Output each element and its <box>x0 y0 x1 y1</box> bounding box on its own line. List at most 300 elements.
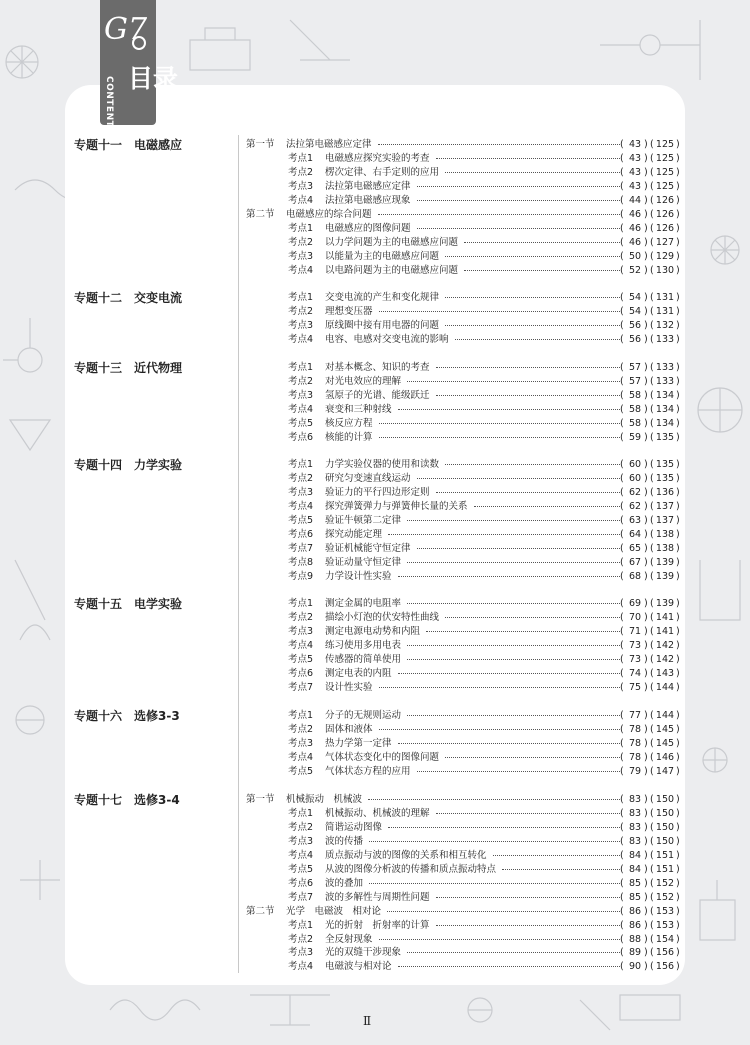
paren: ) <box>676 947 680 959</box>
paren: ( <box>620 459 624 470</box>
page-ref-book: 46 <box>628 222 642 234</box>
point-label: 考点1 <box>288 598 314 609</box>
paren: ) <box>676 389 680 401</box>
toc-entry-row[interactable] <box>246 737 678 751</box>
page-ref-book: 86 <box>628 919 642 931</box>
paren: ) <box>676 849 680 861</box>
paren: ) <box>676 863 680 875</box>
point-label: 考点2 <box>288 821 314 833</box>
dot-leader <box>398 409 620 410</box>
toc-entry-row[interactable] <box>246 403 678 417</box>
paren: ( <box>620 417 624 429</box>
paren: ) <box>676 319 680 331</box>
toc-entry-row[interactable] <box>246 611 678 625</box>
page-ref-answer: 147 <box>655 765 675 777</box>
dot-leader <box>417 200 620 201</box>
toc-section-row[interactable] <box>246 793 678 807</box>
page-ref-book: 57 <box>628 362 642 373</box>
paren: ( <box>620 236 624 248</box>
paren: ( <box>650 500 654 512</box>
point-label: 考点9 <box>288 570 314 582</box>
dot-leader <box>379 311 620 312</box>
page-ref-book: 57 <box>628 375 642 387</box>
paren: ) <box>676 152 680 164</box>
toc-entry-row[interactable] <box>246 180 678 194</box>
dot-leader <box>398 966 620 967</box>
paren: ) <box>676 710 680 721</box>
point-label: 考点1 <box>288 292 314 303</box>
entry-title: 波的叠加 <box>325 877 364 889</box>
paren: ( <box>620 821 624 833</box>
paren: ) <box>644 362 648 373</box>
toc-entry-row[interactable] <box>246 431 678 445</box>
paren: ( <box>650 681 654 693</box>
entry-title: 探究动能定理 <box>325 528 383 540</box>
toc-entry-row[interactable] <box>246 486 678 500</box>
page-ref-answer: 154 <box>655 933 675 945</box>
toc-entry-row[interactable] <box>246 960 678 974</box>
dot-leader <box>369 883 620 884</box>
toc-entry-row[interactable] <box>246 849 678 863</box>
paren: ( <box>620 667 624 679</box>
page-ref-answer: 143 <box>655 667 675 679</box>
page-ref-answer: 125 <box>655 180 675 192</box>
paren: ( <box>620 737 624 749</box>
logo-ring <box>132 36 146 50</box>
point-label: 考点1 <box>288 362 314 373</box>
page-ref-answer: 133 <box>655 362 675 373</box>
toc-entry-row[interactable] <box>246 653 678 667</box>
toc-entry-row[interactable] <box>246 333 678 347</box>
dot-leader <box>436 492 620 493</box>
page-ref-book: 68 <box>628 570 642 582</box>
page-ref-answer: 138 <box>655 542 675 554</box>
paren: ( <box>620 849 624 861</box>
page-ref-book: 67 <box>628 556 642 568</box>
paren: ) <box>676 933 680 945</box>
point-label: 考点1 <box>288 459 314 470</box>
paren: ( <box>650 166 654 178</box>
paren: ) <box>676 598 680 609</box>
dot-leader <box>417 478 620 479</box>
paren: ( <box>650 152 654 164</box>
toc-section-row[interactable] <box>246 905 678 919</box>
toc-entry-row[interactable] <box>246 305 678 319</box>
toc-entry-row[interactable] <box>246 361 678 375</box>
dot-leader <box>464 242 620 243</box>
point-label: 考点3 <box>288 486 314 498</box>
page-ref-answer: 156 <box>655 961 675 973</box>
dot-leader <box>417 186 620 187</box>
dot-leader <box>417 771 620 772</box>
paren: ( <box>620 653 624 665</box>
paren: ( <box>620 835 624 847</box>
page-ref-answer: 130 <box>655 264 675 276</box>
point-label: 考点4 <box>288 194 314 206</box>
entry-title: 验证力的平行四边形定则 <box>325 486 430 498</box>
toc-entry-row[interactable] <box>246 863 678 877</box>
paren: ) <box>644 919 648 931</box>
paren: ) <box>644 877 648 889</box>
page-ref-answer: 137 <box>655 514 675 526</box>
paren: ( <box>620 264 624 276</box>
page-ref-book: 58 <box>628 417 642 429</box>
page-ref-answer: 139 <box>655 598 675 609</box>
paren: ( <box>620 765 624 777</box>
paren: ) <box>644 208 648 220</box>
topic-heading[interactable] <box>74 596 182 612</box>
point-label: 考点2 <box>288 472 314 484</box>
paren: ( <box>650 639 654 651</box>
paren: ( <box>650 139 654 150</box>
dot-leader <box>445 757 620 758</box>
topic-heading[interactable] <box>74 457 182 473</box>
entry-title: 对基本概念、知识的考查 <box>325 362 430 373</box>
paren: ( <box>620 877 624 889</box>
topic-name: 电学实验 <box>134 597 183 611</box>
paren: ) <box>644 737 648 749</box>
entry-title: 简谐运动图像 <box>325 821 383 833</box>
toc-entry-row[interactable] <box>246 821 678 835</box>
paren: ( <box>620 194 624 206</box>
topic-number: 专题十五 <box>74 597 123 611</box>
toc-entry-row[interactable] <box>246 667 678 681</box>
dot-leader <box>445 464 620 465</box>
toc-entry-row[interactable] <box>246 528 678 542</box>
toc-entry-row[interactable] <box>246 319 678 333</box>
paren: ( <box>650 417 654 429</box>
topic-number: 专题十三 <box>74 361 123 375</box>
dot-leader <box>378 214 620 215</box>
toc-entry-row[interactable] <box>246 597 678 611</box>
page-ref-answer: 150 <box>655 835 675 847</box>
paren: ) <box>644 236 648 248</box>
paren: ( <box>620 611 624 623</box>
toc-entry-row[interactable] <box>246 933 678 947</box>
paren: ) <box>644 570 648 582</box>
entry-title: 法拉第电磁感应定律 <box>286 139 372 150</box>
paren: ) <box>676 891 680 903</box>
topic-heading[interactable] <box>74 708 180 724</box>
paren: ) <box>644 319 648 331</box>
page-ref-answer: 127 <box>655 236 675 248</box>
toc-entry-row[interactable] <box>246 946 678 960</box>
paren: ) <box>676 472 680 484</box>
dot-leader <box>445 325 620 326</box>
paren: ( <box>650 737 654 749</box>
toc-entry-row[interactable] <box>246 709 678 723</box>
toc-entry-row[interactable] <box>246 570 678 584</box>
dot-leader <box>407 603 620 604</box>
paren: ( <box>620 500 624 512</box>
section-label: 第一节 <box>246 794 275 805</box>
toc-entry-row[interactable] <box>246 375 678 389</box>
toc-entry-row[interactable] <box>246 194 678 208</box>
toc-entry-row[interactable] <box>246 250 678 264</box>
paren: ) <box>676 292 680 303</box>
toc-entry-row[interactable] <box>246 542 678 556</box>
dot-leader <box>417 548 620 549</box>
page-ref-book: 73 <box>628 653 642 665</box>
topic-heading[interactable] <box>74 290 182 306</box>
topic-name: 选修3-3 <box>134 709 180 723</box>
point-label: 考点5 <box>288 653 314 665</box>
toc-entry-row[interactable] <box>246 891 678 905</box>
paren: ( <box>650 486 654 498</box>
point-label: 考点2 <box>288 305 314 317</box>
dot-leader <box>455 339 620 340</box>
page-ref-book: 60 <box>628 459 642 470</box>
dot-leader <box>407 659 620 660</box>
paren: ( <box>650 222 654 234</box>
entry-title: 气体状态方程的应用 <box>325 765 411 777</box>
toc-entry-row[interactable] <box>246 472 678 486</box>
paren: ( <box>620 905 624 917</box>
toc-section-row[interactable] <box>246 208 678 222</box>
page-ref-book: 62 <box>628 500 642 512</box>
page-ref-answer: 135 <box>655 472 675 484</box>
dot-leader <box>417 228 620 229</box>
paren: ( <box>650 807 654 819</box>
entry-title: 法拉第电磁感应现象 <box>325 194 411 206</box>
toc-entry-row[interactable] <box>246 765 678 779</box>
page-ref-answer: 137 <box>655 500 675 512</box>
toc-entry-row[interactable] <box>246 919 678 933</box>
dot-leader <box>426 631 620 632</box>
entry-title: 机械振动、机械波的理解 <box>325 807 430 819</box>
toc-section-row[interactable] <box>246 138 678 152</box>
page-ref-book: 71 <box>628 625 642 637</box>
paren: ) <box>644 472 648 484</box>
page-ref-answer: 126 <box>655 222 675 234</box>
paren: ( <box>620 305 624 317</box>
page-ref-book: 44 <box>628 194 642 206</box>
toc-entry-row[interactable] <box>246 751 678 765</box>
toc-entry-row[interactable] <box>246 417 678 431</box>
paren: ( <box>650 905 654 917</box>
paren: ) <box>676 180 680 192</box>
paren: ) <box>644 431 648 443</box>
page-ref-answer: 150 <box>655 821 675 833</box>
entry-title: 波的传播 <box>325 835 364 847</box>
entry-title: 分子的无规则运动 <box>325 710 402 721</box>
entry-title: 从波的图像分析波的传播和质点振动特点 <box>325 863 497 875</box>
toc-entry-row[interactable] <box>246 514 678 528</box>
toc-entry-row[interactable] <box>246 222 678 236</box>
paren: ) <box>676 556 680 568</box>
entry-title: 理想变压器 <box>325 305 373 317</box>
page-ref-book: 58 <box>628 403 642 415</box>
toc-entry-row[interactable] <box>246 639 678 653</box>
page-ref-answer: 144 <box>655 710 675 721</box>
topic-heading[interactable] <box>74 360 182 376</box>
point-label: 考点5 <box>288 514 314 526</box>
dot-leader <box>398 673 620 674</box>
toc-entry-row[interactable] <box>246 556 678 570</box>
page-ref-book: 50 <box>628 250 642 262</box>
paren: ( <box>620 863 624 875</box>
topic-number: 专题十四 <box>74 458 123 472</box>
page-ref-book: 56 <box>628 333 642 345</box>
paren: ( <box>620 807 624 819</box>
paren: ( <box>620 180 624 192</box>
page-ref-answer: 151 <box>655 863 675 875</box>
dot-leader <box>493 855 620 856</box>
paren: ( <box>620 710 624 721</box>
topic-name: 电磁感应 <box>134 138 183 152</box>
paren: ( <box>620 403 624 415</box>
paren: ) <box>644 264 648 276</box>
dot-leader <box>379 729 620 730</box>
paren: ) <box>644 542 648 554</box>
toc-entry-row[interactable] <box>246 458 678 472</box>
point-label: 考点3 <box>288 947 314 959</box>
paren: ( <box>650 947 654 959</box>
toc-entry-row[interactable] <box>246 166 678 180</box>
paren: ) <box>676 794 680 805</box>
point-label: 考点3 <box>288 835 314 847</box>
paren: ( <box>650 667 654 679</box>
paren: ( <box>620 891 624 903</box>
topic-heading[interactable] <box>74 792 180 808</box>
entry-title: 机械振动 机械波 <box>286 794 363 805</box>
section-label: 第一节 <box>246 139 275 150</box>
paren: ( <box>620 933 624 945</box>
paren: ) <box>676 403 680 415</box>
paren: ( <box>650 542 654 554</box>
page-ref-answer: 126 <box>655 208 675 220</box>
paren: ) <box>644 139 648 150</box>
page-ref-book: 59 <box>628 431 642 443</box>
paren: ( <box>650 611 654 623</box>
toc-entry-row[interactable] <box>246 723 678 737</box>
paren: ) <box>644 500 648 512</box>
page-ref-answer: 131 <box>655 305 675 317</box>
paren: ) <box>644 821 648 833</box>
paren: ( <box>620 292 624 303</box>
entry-title: 以能量为主的电磁感应问题 <box>325 250 440 262</box>
dot-leader <box>378 144 620 145</box>
entry-title: 光的双缝干涉现象 <box>325 947 402 959</box>
paren: ( <box>650 333 654 345</box>
entry-title: 探究弹簧弹力与弹簧伸长量的关系 <box>325 500 468 512</box>
paren: ( <box>650 236 654 248</box>
page-ref-answer: 142 <box>655 653 675 665</box>
paren: ) <box>644 625 648 637</box>
dot-leader <box>502 869 620 870</box>
paren: ( <box>650 403 654 415</box>
page-ref-book: 89 <box>628 947 642 959</box>
point-label: 考点2 <box>288 611 314 623</box>
paren: ) <box>644 180 648 192</box>
column-divider <box>238 135 239 973</box>
toc-entry-row[interactable] <box>246 807 678 821</box>
paren: ) <box>676 333 680 345</box>
paren: ) <box>676 139 680 150</box>
entry-title: 气体状态变化中的图像问题 <box>325 751 440 763</box>
page-ref-book: 83 <box>628 794 642 805</box>
paren: ( <box>650 362 654 373</box>
page-ref-book: 43 <box>628 139 642 150</box>
page-ref-book: 90 <box>628 961 642 973</box>
entry-title: 光的折射 折射率的计算 <box>325 919 430 931</box>
dot-leader <box>445 172 620 173</box>
point-label: 考点1 <box>288 807 314 819</box>
page-ref-answer: 145 <box>655 737 675 749</box>
page-ref-answer: 145 <box>655 723 675 735</box>
paren: ) <box>644 905 648 917</box>
paren: ( <box>620 681 624 693</box>
toc-entry-row[interactable] <box>246 152 678 166</box>
topic-heading[interactable] <box>74 137 182 153</box>
entry-title: 电磁感应探究实验的考查 <box>325 152 430 164</box>
g7-logo: G7 <box>104 12 148 47</box>
paren: ) <box>644 389 648 401</box>
paren: ) <box>644 961 648 973</box>
paren: ) <box>676 905 680 917</box>
paren: ) <box>676 459 680 470</box>
paren: ( <box>650 933 654 945</box>
page-ref-book: 52 <box>628 264 642 276</box>
point-label: 考点2 <box>288 723 314 735</box>
paren: ( <box>620 431 624 443</box>
paren: ) <box>676 431 680 443</box>
toc-entry-row[interactable] <box>246 625 678 639</box>
paren: ) <box>644 751 648 763</box>
paren: ) <box>676 486 680 498</box>
page-ref-book: 58 <box>628 389 642 401</box>
point-label: 考点2 <box>288 933 314 945</box>
toc-entry-row[interactable] <box>246 389 678 403</box>
page-ref-book: 75 <box>628 681 642 693</box>
paren: ( <box>650 751 654 763</box>
toc-entry-row[interactable] <box>246 264 678 278</box>
point-label: 考点2 <box>288 236 314 248</box>
paren: ( <box>650 389 654 401</box>
paren: ( <box>620 947 624 959</box>
paren: ( <box>620 751 624 763</box>
paren: ) <box>644 863 648 875</box>
topic-name: 交变电流 <box>134 291 183 305</box>
paren: ) <box>676 375 680 387</box>
dot-leader <box>436 158 620 159</box>
point-label: 考点4 <box>288 500 314 512</box>
dot-leader <box>398 743 620 744</box>
topic-name: 力学实验 <box>134 458 183 472</box>
toc-entry-row[interactable] <box>246 877 678 891</box>
page-ref-book: 83 <box>628 835 642 847</box>
toc-entry-row[interactable] <box>246 681 678 695</box>
toc-entry-row[interactable] <box>246 236 678 250</box>
point-label: 考点3 <box>288 319 314 331</box>
entry-title: 测定金属的电阻率 <box>325 598 402 609</box>
page-ref-answer: 132 <box>655 319 675 331</box>
page-ref-answer: 150 <box>655 794 675 805</box>
toc-entry-row[interactable] <box>246 500 678 514</box>
toc-entry-row[interactable] <box>246 835 678 849</box>
paren: ) <box>644 417 648 429</box>
page-ref-book: 65 <box>628 542 642 554</box>
paren: ( <box>650 765 654 777</box>
paren: ( <box>620 794 624 805</box>
page-ref-book: 46 <box>628 236 642 248</box>
point-label: 考点4 <box>288 639 314 651</box>
entry-title: 原线圈中接有用电器的问题 <box>325 319 440 331</box>
toc-entry-row[interactable] <box>246 291 678 305</box>
dot-leader <box>388 534 620 535</box>
dot-leader <box>387 911 620 912</box>
page-ref-book: 84 <box>628 849 642 861</box>
